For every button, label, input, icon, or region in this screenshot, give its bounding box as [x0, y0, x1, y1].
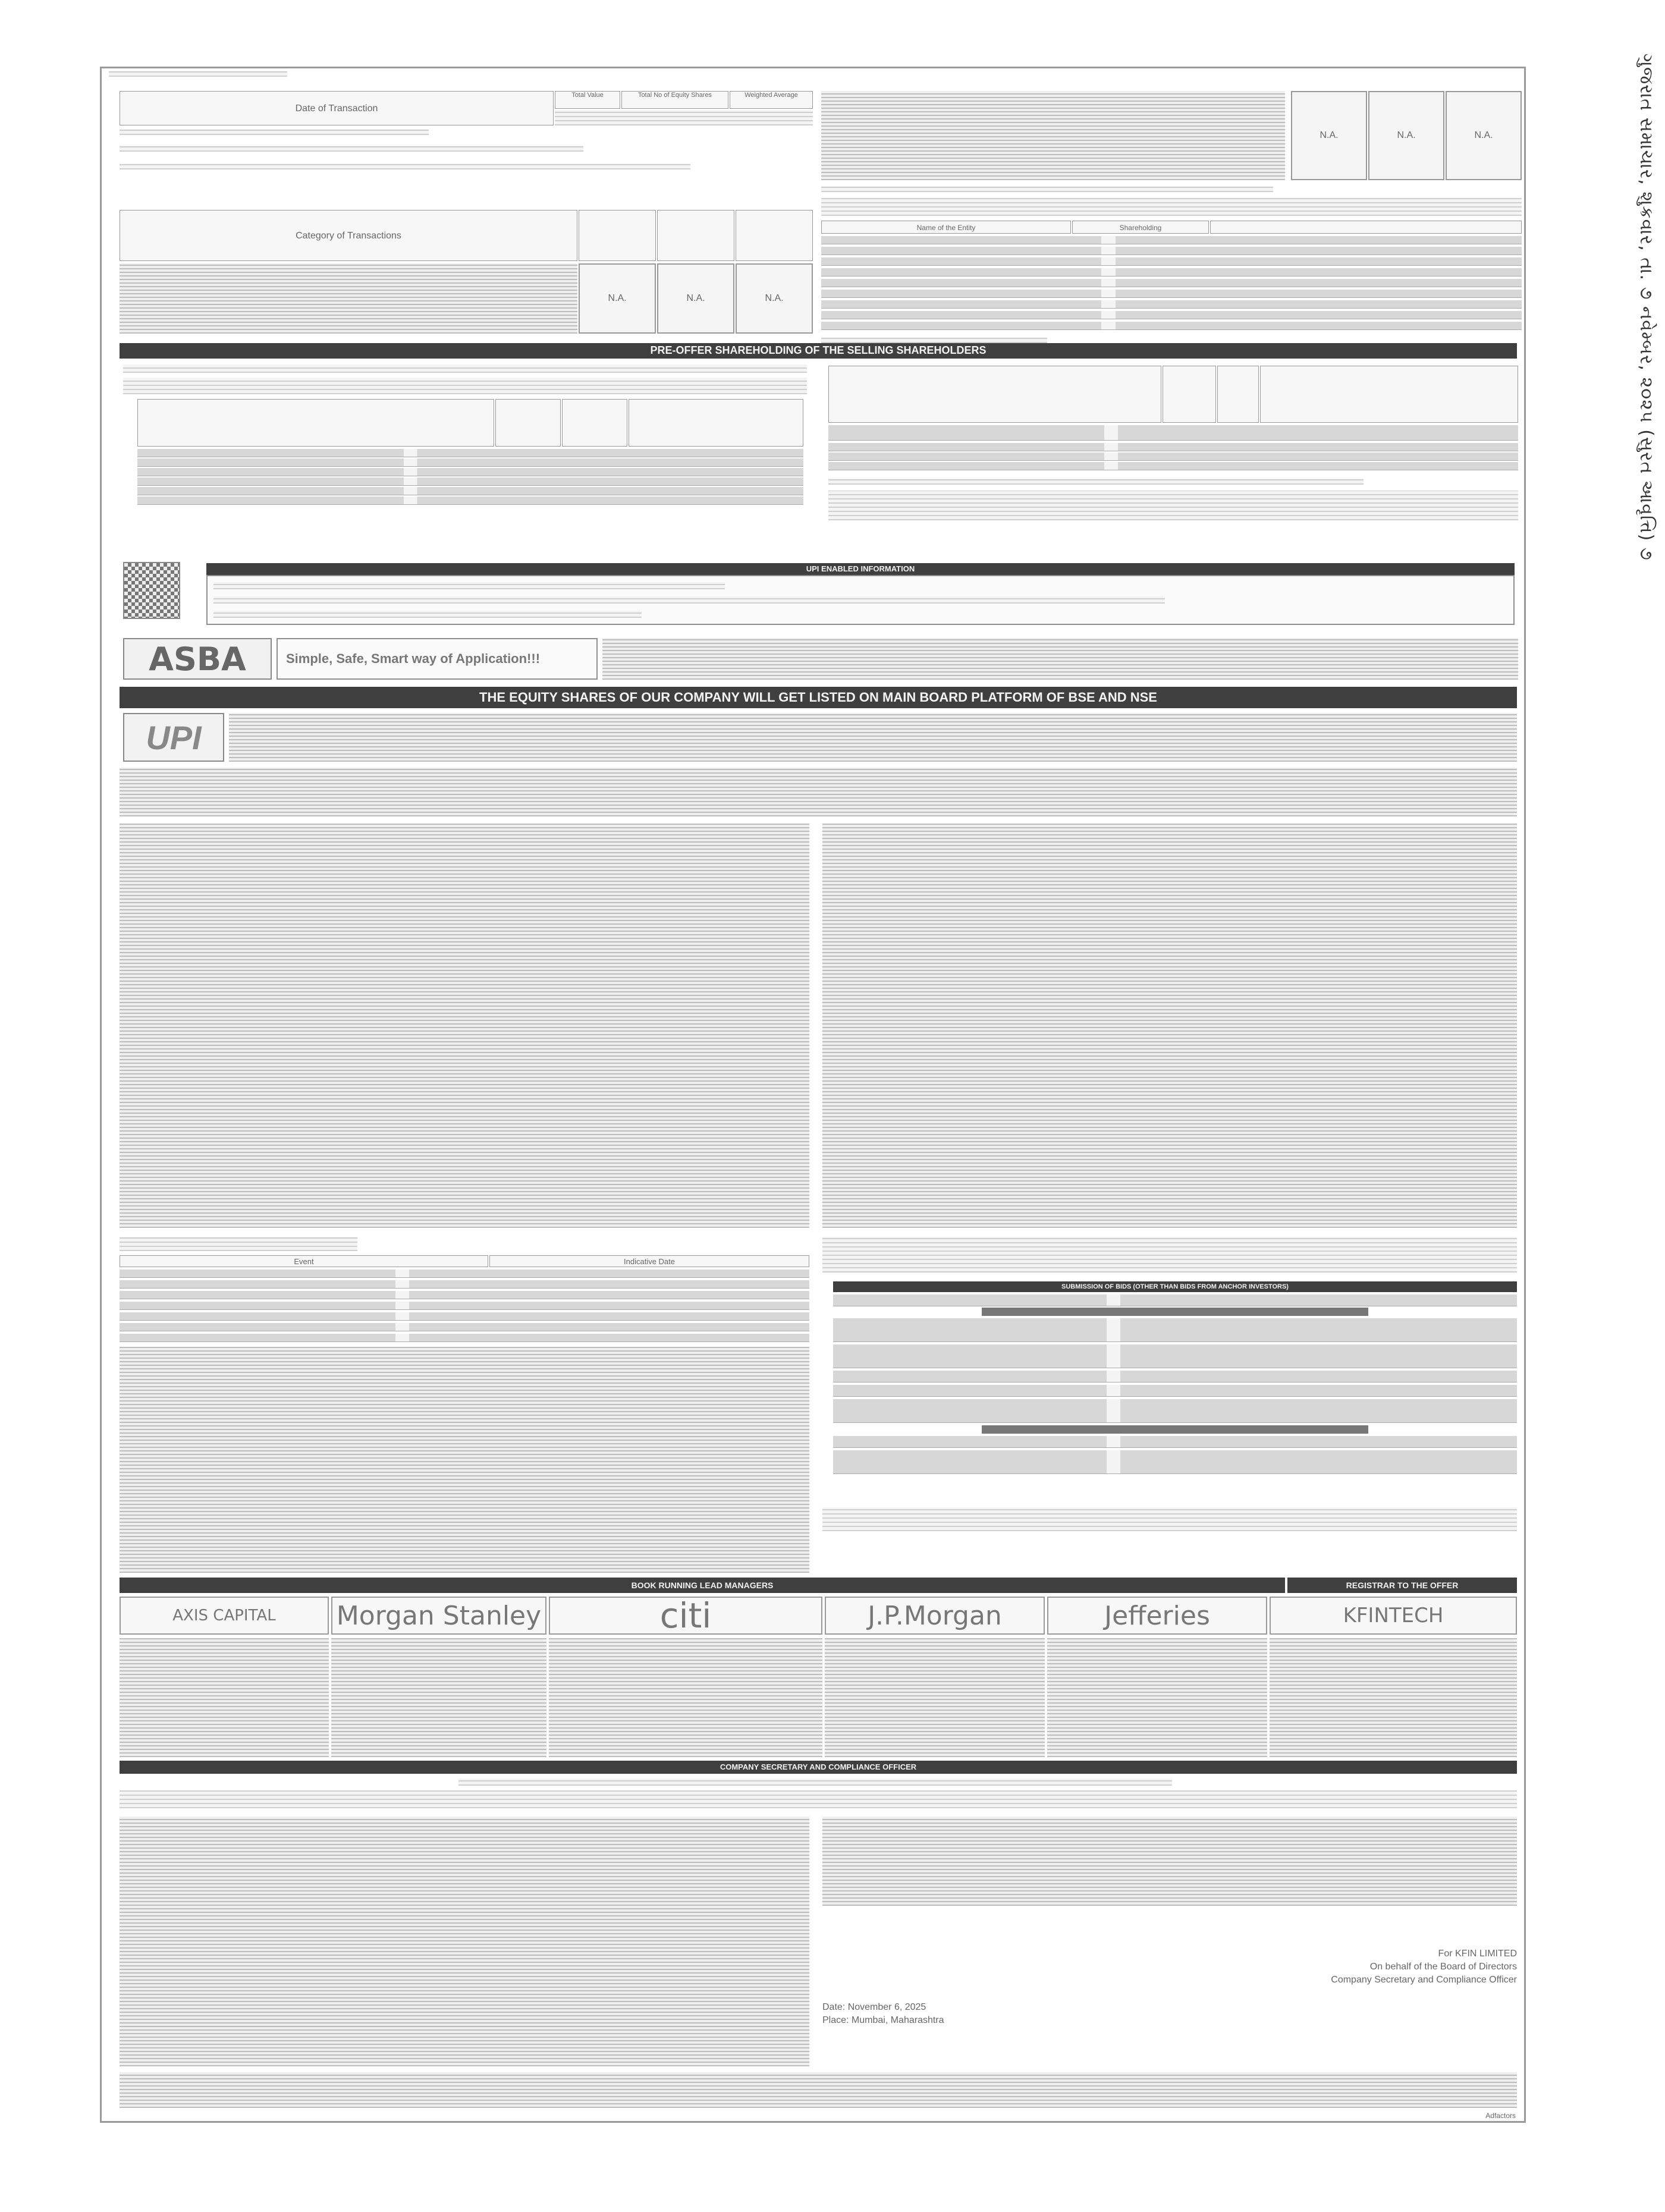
signature-date-place [822, 2001, 1001, 2027]
timeline-title-noise [120, 1237, 357, 1251]
page-caption-noise [109, 71, 287, 78]
signature-block [1232, 1947, 1517, 1987]
cs-note-noise [120, 1790, 1517, 1808]
registrar-bar: REGISTRAR TO THE OFFER [1287, 1578, 1517, 1593]
sec1r-col-head [1260, 366, 1518, 423]
issue-intro-noise [822, 1237, 1517, 1272]
listing-note-noise [120, 768, 1517, 816]
sec1r-col-head [1163, 366, 1216, 423]
signature-place: Place: Mumbai, Maharashtra [822, 2015, 944, 2025]
sec1-col-head [562, 399, 627, 447]
shareholder-row [821, 257, 1522, 266]
banker-logo-citi: citi [549, 1597, 822, 1635]
sec1-para-2 [123, 378, 807, 394]
upi-info-box [206, 575, 1515, 625]
sec1-row [137, 449, 803, 457]
issue-subheading [982, 1425, 1368, 1434]
shareholder-row [821, 236, 1522, 244]
category-col1 [579, 210, 656, 261]
note-noise-1 [120, 129, 429, 135]
shareholder-row [821, 268, 1522, 276]
advertisement-page [100, 67, 1526, 2123]
timeline-notes-noise [120, 1347, 809, 1573]
upi-description-noise [229, 713, 1517, 762]
na-cell-2: N.A. [657, 263, 734, 334]
body-col-left [120, 824, 809, 1228]
category-heading: Category of Transactions [120, 210, 577, 261]
sec1-col-head [495, 399, 561, 447]
shareholder-row [821, 322, 1522, 330]
asba-description-noise [602, 638, 1518, 680]
cs-address-noise [458, 1779, 1172, 1786]
timeline-row [120, 1323, 809, 1331]
na-cell-3: N.A. [736, 263, 813, 334]
timeline-head-date: Indicative Date [489, 1255, 809, 1267]
timeline-row [120, 1291, 809, 1299]
banker-address-citi [549, 1638, 822, 1757]
sec1-para-1 [123, 365, 807, 373]
sec1r-note-2 [828, 491, 1518, 520]
sec1r-row [828, 462, 1518, 470]
body-col-right [822, 824, 1517, 1228]
sec1r-row [828, 425, 1518, 441]
note-noise-2 [120, 146, 583, 152]
shareholder-row [821, 311, 1522, 319]
listing-bar: THE EQUITY SHARES OF OUR COMPANY WILL GET LISTED ON MAIN BOARD PLATFORM OF BSE AND NSE [120, 687, 1517, 708]
hdr-total-shares: Total No of Equity Shares [621, 91, 728, 109]
newspaper-header-vertical: ગુજરાત સમાચાર, શુક્રવાર, તા. ૭ નવેમ્બર, ૨૦૨૫ (સુરત આવૃત્તિ) ૭ [1636, 54, 1657, 561]
right-intro-noise [821, 91, 1285, 180]
lower-body-right [822, 1817, 1517, 1906]
shareholding-heading: Shareholding [1072, 221, 1209, 234]
sec1-row [137, 477, 803, 486]
category-col2 [657, 210, 734, 261]
right-na-2: N.A. [1368, 91, 1444, 180]
right-na-1: N.A. [1291, 91, 1367, 180]
shareholder-row [821, 300, 1522, 309]
sec1-left-table [137, 399, 803, 518]
banker-logo-jefferies: Jefferies [1047, 1597, 1267, 1635]
category-desc-noise [120, 263, 577, 334]
sec1-row [137, 497, 803, 505]
issue-subheading [982, 1308, 1368, 1316]
managers-bar: BOOK RUNNING LEAD MANAGERS [120, 1578, 1285, 1593]
asba-logo: ASBA [123, 638, 272, 680]
banker-address-axis [120, 1638, 329, 1757]
right-na-3: N.A. [1446, 91, 1522, 180]
disclaimer-noise [120, 2072, 1517, 2108]
signature-title: On behalf of the Board of Directors [1369, 1962, 1517, 1972]
timeline-row [120, 1334, 809, 1342]
sec1r-col-head [1217, 366, 1259, 423]
entity-heading: Name of the Entity [821, 221, 1071, 234]
shareholder-row [821, 279, 1522, 287]
footer-tag: Adfactors [1485, 2112, 1516, 2120]
sec1-row [137, 487, 803, 495]
sec1r-row [828, 443, 1518, 451]
sec1-col-head [629, 399, 803, 447]
registrar-address [1270, 1638, 1517, 1757]
hdr-total-value: Total Value [555, 91, 620, 109]
timeline-row [120, 1302, 809, 1310]
signature-for: For KFIN LIMITED [1438, 1949, 1517, 1959]
asba-tagline: Simple, Safe, Smart way of Application!!! [277, 638, 598, 680]
sec1-col-head [137, 399, 494, 447]
timeline-row [120, 1270, 809, 1278]
sec1-row [137, 458, 803, 467]
issue-table [833, 1281, 1517, 1501]
issue-footnote-noise [822, 1507, 1517, 1531]
timeline-row [120, 1312, 809, 1321]
banker-address-morgan [331, 1638, 546, 1757]
shareholder-row [821, 247, 1522, 255]
issue-row [833, 1385, 1517, 1397]
lower-body-left [120, 1817, 809, 2066]
section-bar-preoffer: PRE-OFFER SHAREHOLDING OF THE SELLING SHAREHOLDERS [120, 343, 1517, 359]
shareholder-footnote [821, 337, 1047, 343]
timeline-row [120, 1280, 809, 1289]
company-secretary-bar: COMPANY SECRETARY AND COMPLIANCE OFFICER [120, 1761, 1517, 1774]
issue-row [833, 1436, 1517, 1448]
transaction-heading: Date of Transaction [120, 91, 554, 125]
banker-logo-jpmorgan: J.P.Morgan [825, 1597, 1045, 1635]
note-noise-3 [120, 164, 690, 169]
shareholder-row [821, 290, 1522, 298]
banker-logo-morgan-stanley: Morgan Stanley [331, 1597, 546, 1635]
sec1r-col-head [828, 366, 1161, 423]
right-note-1 [821, 186, 1273, 192]
timeline-head-event: Event [120, 1255, 488, 1267]
sec1-right-table [828, 366, 1518, 532]
sec1r-row [828, 453, 1518, 461]
na-cell-1: N.A. [579, 263, 656, 334]
issue-row [833, 1450, 1517, 1474]
qr-code-icon[interactable] [123, 562, 180, 619]
banker-address-jpm [825, 1638, 1045, 1757]
banker-address-jefferies [1047, 1638, 1267, 1757]
registrar-logo-kfintech: KFINTECH [1270, 1597, 1517, 1635]
issue-row [833, 1371, 1517, 1382]
issue-row [833, 1294, 1517, 1306]
upi-logo: UPI [123, 713, 224, 762]
section-bar-upi: UPI ENABLED INFORMATION [206, 563, 1515, 575]
issue-row [833, 1318, 1517, 1342]
issue-table-heading: SUBMISSION OF BIDS (OTHER THAN BIDS FROM ANCHOR INVESTORS) [833, 1281, 1517, 1292]
sec1-row [137, 468, 803, 476]
category-col3 [736, 210, 813, 261]
issue-row [833, 1399, 1517, 1423]
issue-row [833, 1344, 1517, 1368]
shareholding-extra [1210, 221, 1522, 234]
right-note-2 [821, 198, 1522, 216]
signature-date: Date: November 6, 2025 [822, 2002, 926, 2012]
hdr-weighted-average: Weighted Average [730, 91, 813, 109]
hdr-values-noise [555, 110, 813, 125]
sec1r-note [828, 479, 1364, 485]
signature-role: Company Secretary and Compliance Officer [1331, 1975, 1517, 1985]
banker-logo-axis: AXIS CAPITAL [120, 1597, 329, 1635]
